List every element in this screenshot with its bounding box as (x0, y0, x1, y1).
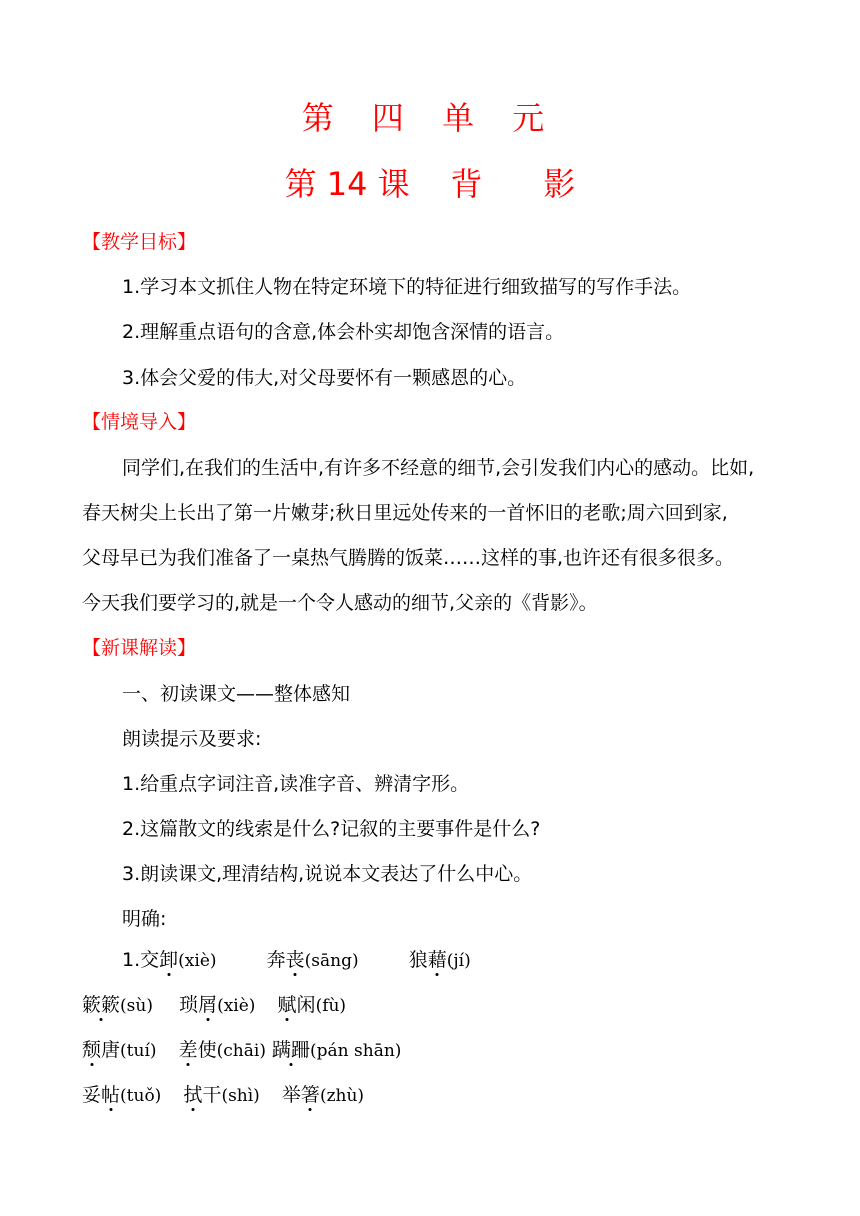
vocab-entry: 1.交卸(xiè) (122, 949, 217, 971)
intro-paragraph-line: 春天树尖上长出了第一片嫩芽;秋日里远处传来的一首怀旧的老歌;周六回到家, (82, 502, 728, 524)
new-lesson-heading: 【新课解读】 (82, 637, 197, 659)
vocab-entry: 狼藉(jí) (408, 949, 471, 971)
vocab-entry: 蹒跚(pán shān) (272, 1039, 402, 1061)
objective-item: 2.理解重点语句的含意,体会朴实却饱含深情的语言。 (122, 321, 565, 343)
objective-item: 3.体会父爱的伟大,对父母要怀有一颗感恩的心。 (122, 367, 527, 389)
part1-heading: 一、初读课文——整体感知 (122, 683, 351, 705)
vocab-row (82, 1081, 364, 1110)
requirement-item: 1.给重点字词注音,读准字音、辨清字形。 (122, 773, 470, 795)
intro-paragraph-line: 父母早已为我们准备了一桌热气腾腾的饭菜……这样的事,也许还有很多很多。 (82, 547, 735, 569)
vocab-entry: 奔丧(sāng) (266, 949, 359, 971)
vocab-entry: 拭干(shì) (183, 1084, 260, 1106)
clarify-label: 明确: (122, 908, 167, 930)
vocab-row (82, 1036, 401, 1065)
reading-prompt: 朗读提示及要求: (122, 728, 262, 750)
requirement-item: 2.这篇散文的线索是什么?记叙的主要事件是什么? (122, 818, 541, 840)
intro-paragraph-line: 同学们,在我们的生活中,有许多不经意的细节,会引发我们内心的感动。比如, (122, 457, 755, 479)
lesson-title: 第 14 课 背 影 (284, 165, 576, 203)
unit-title: 第 四 单 元 (301, 99, 559, 137)
vocab-entry: 举箸(zhù) (281, 1084, 365, 1106)
requirement-item: 3.朗读课文,理清结构,说说本文表达了什么中心。 (122, 863, 533, 885)
vocab-entry: 琐屑(xiè) (179, 994, 256, 1016)
vocab-entry: 簌簌(sù) (82, 994, 153, 1016)
vocab-entry: 妥帖(tuǒ) (82, 1084, 162, 1106)
vocab-entry: 差使(chāi) (178, 1039, 266, 1061)
vocab-entry: 赋闲(fù) (277, 994, 347, 1016)
intro-paragraph-line: 今天我们要学习的,就是一个令人感动的细节,父亲的《背影》。 (82, 592, 598, 614)
objectives-heading: 【教学目标】 (82, 231, 197, 253)
vocab-row (122, 946, 471, 975)
intro-heading: 【情境导入】 (82, 411, 197, 433)
objective-item: 1.学习本文抓住人物在特定环境下的特征进行细致描写的写作手法。 (122, 276, 692, 298)
vocab-row (82, 991, 346, 1020)
vocab-entry: 颓唐(tuí) (82, 1039, 157, 1061)
